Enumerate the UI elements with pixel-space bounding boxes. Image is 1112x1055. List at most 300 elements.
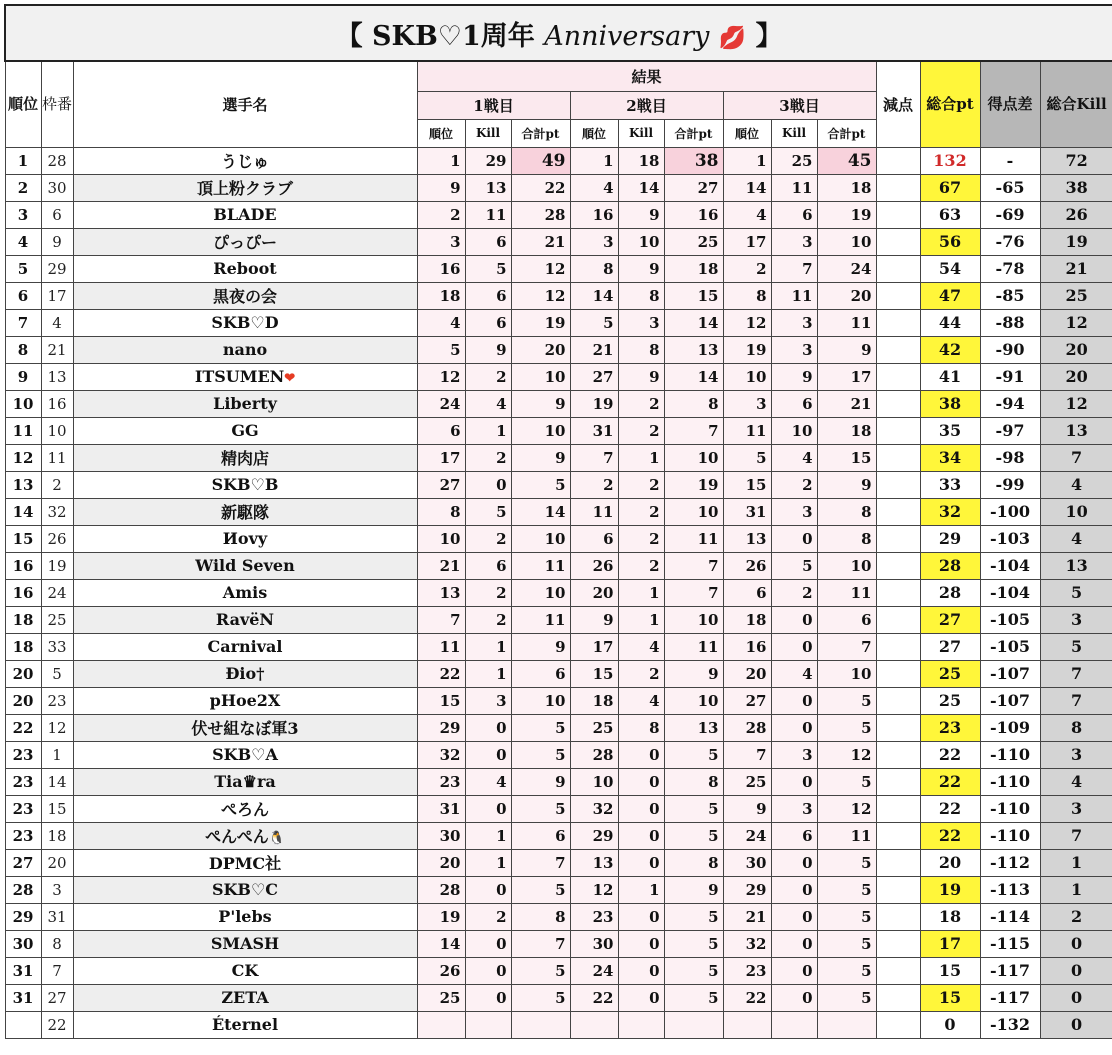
score-diff-cell: -69 [980,201,1040,228]
game3-pt-cell [817,1011,876,1038]
sub-pt-2: 合計pt [664,119,723,147]
game1-rank-cell: 23 [417,768,465,795]
game3-pt-cell: 18 [817,417,876,444]
player-name: SKB♡C [211,880,279,899]
slot-cell: 8 [41,930,73,957]
table-row [5,471,1112,498]
score-diff-cell: - [980,147,1040,174]
game3-rank-cell: 29 [723,876,771,903]
game1-rank-cell: 27 [417,471,465,498]
game1-rank-cell: 3 [417,228,465,255]
slot-cell: 7 [41,957,73,984]
game3-kill-cell: 4 [771,660,817,687]
total-pt-cell: 27 [920,633,980,660]
player-name: Иovy [222,529,268,548]
game2-pt-cell: 8 [664,768,723,795]
player-name: 新駆隊 [220,503,269,522]
game3-kill-cell: 3 [771,795,817,822]
player-name: ITSUMEN [194,367,285,386]
score-diff-cell: -113 [980,876,1040,903]
score-diff-cell: -112 [980,849,1040,876]
slot-cell: 24 [41,579,73,606]
total-pt-cell: 44 [920,309,980,336]
score-diff-cell: -107 [980,660,1040,687]
score-diff-cell: -97 [980,417,1040,444]
table-row [5,822,1112,849]
deduct-cell [876,552,920,579]
deduct-cell [876,363,920,390]
total-kill-cell: 0 [1040,1011,1112,1038]
game3-kill-cell: 6 [771,201,817,228]
slot-cell: 17 [41,282,73,309]
game2-kill-cell: 2 [618,471,664,498]
game3-kill-cell: 2 [771,579,817,606]
table-row [5,147,1112,174]
game3-rank-cell: 14 [723,174,771,201]
player-name: SKB♡D [211,313,279,332]
game1-kill-cell: 4 [465,390,511,417]
game3-rank-cell: 1 [723,147,771,174]
game1-rank-cell: 28 [417,876,465,903]
game1-rank-cell: 17 [417,444,465,471]
game1-rank-cell: 24 [417,390,465,417]
score-diff-cell: -94 [980,390,1040,417]
game1-pt-cell: 22 [511,174,570,201]
score-diff-cell: -110 [980,741,1040,768]
game1-rank-cell: 13 [417,579,465,606]
game1-pt-cell: 7 [511,930,570,957]
score-diff-cell: -91 [980,363,1040,390]
game2-rank-cell: 22 [570,984,618,1011]
game1-rank-cell: 19 [417,903,465,930]
sub-rank-1: 順位 [417,119,465,147]
game3-rank-cell: 19 [723,336,771,363]
deduct-cell [876,822,920,849]
game1-pt-cell: 7 [511,849,570,876]
game2-kill-cell: 0 [618,741,664,768]
game1-rank-cell: 8 [417,498,465,525]
rank-cell: 27 [5,849,41,876]
total-kill-cell: 1 [1040,849,1112,876]
total-pt-cell: 41 [920,363,980,390]
total-kill-cell: 4 [1040,471,1112,498]
game1-kill-cell: 0 [465,984,511,1011]
total-pt-cell: 27 [920,606,980,633]
game2-pt-cell: 9 [664,876,723,903]
player-name-cell [73,849,417,876]
game3-pt-cell: 45 [817,147,876,174]
total-kill-cell: 8 [1040,714,1112,741]
game3-kill-cell: 0 [771,876,817,903]
total-pt-cell: 22 [920,822,980,849]
game2-rank-cell: 17 [570,633,618,660]
slot-cell: 14 [41,768,73,795]
game2-kill-cell [618,1011,664,1038]
total-kill-cell: 2 [1040,903,1112,930]
game3-rank-cell: 6 [723,579,771,606]
game1-pt-cell: 12 [511,282,570,309]
rank-cell: 18 [5,633,41,660]
game2-kill-cell: 2 [618,417,664,444]
game1-kill-cell: 29 [465,147,511,174]
game2-rank-cell: 3 [570,228,618,255]
table-row [5,714,1112,741]
game2-rank-cell: 30 [570,930,618,957]
deduct-cell [876,795,920,822]
player-name: Éternel [211,1015,279,1034]
game2-kill-cell: 9 [618,201,664,228]
player-name: Reboot [213,259,277,278]
game3-rank-cell: 20 [723,660,771,687]
total-pt-cell: 20 [920,849,980,876]
game2-rank-cell: 26 [570,552,618,579]
table-row [5,363,1112,390]
game2-kill-cell: 2 [618,498,664,525]
deduct-cell [876,768,920,795]
title-italic: Anniversary [544,20,710,52]
game3-pt-cell: 5 [817,714,876,741]
game1-pt-cell: 6 [511,822,570,849]
game3-kill-cell: 3 [771,336,817,363]
total-pt-cell: 34 [920,444,980,471]
game1-pt-cell: 9 [511,444,570,471]
game2-pt-cell: 5 [664,822,723,849]
game2-kill-cell: 1 [618,876,664,903]
player-name-cell [73,417,417,444]
rank-cell: 2 [5,174,41,201]
slot-cell: 20 [41,849,73,876]
score-diff-cell: -117 [980,957,1040,984]
player-name-cell [73,444,417,471]
table-row [5,174,1112,201]
game1-pt-cell: 10 [511,363,570,390]
total-kill-cell: 0 [1040,957,1112,984]
deduct-cell [876,336,920,363]
player-name: ぴっぴー [212,233,277,252]
game3-pt-cell: 6 [817,606,876,633]
game3-pt-cell: 5 [817,687,876,714]
total-pt-cell: 56 [920,228,980,255]
game2-kill-cell: 4 [618,687,664,714]
table-row [5,876,1112,903]
player-name: ぺんぺん [205,827,269,846]
total-kill-cell: 0 [1040,984,1112,1011]
game2-rank-cell: 7 [570,444,618,471]
game1-pt-cell: 5 [511,471,570,498]
game2-pt-cell: 11 [664,633,723,660]
game1-pt-cell: 19 [511,309,570,336]
header-result: 結果 [417,61,876,91]
game3-rank-cell: 12 [723,309,771,336]
game2-rank-cell: 18 [570,687,618,714]
game3-pt-cell: 12 [817,741,876,768]
scoreboard-rows [5,147,1112,1038]
game3-kill-cell: 7 [771,255,817,282]
total-pt-cell: 63 [920,201,980,228]
table-row [5,282,1112,309]
rank-cell: 13 [5,471,41,498]
game1-rank-cell: 31 [417,795,465,822]
game3-kill-cell: 6 [771,390,817,417]
game2-kill-cell: 0 [618,849,664,876]
game1-pt-cell: 10 [511,525,570,552]
game2-pt-cell: 18 [664,255,723,282]
game3-pt-cell: 5 [817,903,876,930]
player-name: GG [231,421,259,440]
total-pt-cell: 23 [920,714,980,741]
game2-kill-cell: 2 [618,390,664,417]
game3-rank-cell: 30 [723,849,771,876]
game3-kill-cell: 6 [771,822,817,849]
game1-kill-cell: 11 [465,201,511,228]
game2-rank-cell: 20 [570,579,618,606]
kiss-icon: 💋 [718,24,747,51]
game2-pt-cell: 10 [664,444,723,471]
game1-pt-cell: 12 [511,255,570,282]
game3-rank-cell: 31 [723,498,771,525]
rank-cell: 30 [5,930,41,957]
game3-pt-cell: 24 [817,255,876,282]
game3-kill-cell: 4 [771,444,817,471]
table-row [5,255,1112,282]
score-diff-cell: -117 [980,984,1040,1011]
game1-rank-cell: 21 [417,552,465,579]
game2-pt-cell: 9 [664,660,723,687]
game1-kill-cell: 1 [465,849,511,876]
score-diff-cell: -107 [980,687,1040,714]
total-kill-cell: 21 [1040,255,1112,282]
total-kill-cell: 7 [1040,444,1112,471]
table-row [5,660,1112,687]
game2-pt-cell: 15 [664,282,723,309]
game1-kill-cell: 4 [465,768,511,795]
game1-kill-cell: 3 [465,687,511,714]
score-diff-cell: -114 [980,903,1040,930]
player-name: Carnival [207,637,283,656]
player-name-cell [73,363,417,390]
rank-cell: 20 [5,660,41,687]
slot-cell: 9 [41,228,73,255]
game3-rank-cell: 26 [723,552,771,579]
total-pt-cell: 22 [920,741,980,768]
total-pt-cell: 28 [920,552,980,579]
game2-kill-cell: 9 [618,363,664,390]
total-pt-cell: 132 [920,147,980,174]
game1-kill-cell: 1 [465,633,511,660]
header-player-name: 選手名 [73,61,417,147]
player-name: 頂上粉クラブ [196,179,293,198]
table-row [5,633,1112,660]
total-kill-cell: 5 [1040,579,1112,606]
rank-cell: 16 [5,552,41,579]
game1-kill-cell: 6 [465,282,511,309]
slot-cell: 25 [41,606,73,633]
table-row [5,741,1112,768]
game1-pt-cell: 11 [511,606,570,633]
score-diff-cell: -110 [980,822,1040,849]
player-name-cell [73,336,417,363]
game3-rank-cell: 4 [723,201,771,228]
game2-kill-cell: 2 [618,660,664,687]
total-pt-cell: 32 [920,498,980,525]
total-kill-cell: 20 [1040,336,1112,363]
player-name: Liberty [213,394,277,413]
player-name: ぺろん [220,800,269,819]
player-name: 精肉店 [220,449,269,468]
game3-kill-cell [771,1011,817,1038]
total-pt-cell: 25 [920,660,980,687]
game2-rank-cell: 31 [570,417,618,444]
game3-pt-cell: 11 [817,579,876,606]
game3-pt-cell: 12 [817,795,876,822]
game3-pt-cell: 11 [817,309,876,336]
game2-pt-cell: 38 [664,147,723,174]
slot-cell: 3 [41,876,73,903]
table-row [5,1011,1112,1038]
total-pt-cell: 54 [920,255,980,282]
game2-pt-cell: 5 [664,957,723,984]
total-kill-cell: 26 [1040,201,1112,228]
deduct-cell [876,687,920,714]
rank-cell: 22 [5,714,41,741]
total-kill-cell: 10 [1040,498,1112,525]
player-name: 伏せ組なぼ軍3 [191,719,299,738]
game2-pt-cell: 16 [664,201,723,228]
deduct-cell [876,174,920,201]
table-row [5,417,1112,444]
player-name: Ðio† [225,664,265,683]
rank-cell: 15 [5,525,41,552]
game2-rank-cell: 27 [570,363,618,390]
game2-rank-cell: 24 [570,957,618,984]
player-name: nano [222,340,268,359]
game2-rank-cell: 12 [570,876,618,903]
slot-cell: 12 [41,714,73,741]
total-pt-cell: 17 [920,930,980,957]
slot-cell: 6 [41,201,73,228]
game3-pt-cell: 8 [817,525,876,552]
game2-kill-cell: 10 [618,228,664,255]
sub-rank-2: 順位 [570,119,618,147]
player-name-cell [73,174,417,201]
game1-rank-cell: 5 [417,336,465,363]
game3-pt-cell: 17 [817,363,876,390]
slot-cell: 5 [41,660,73,687]
game1-pt-cell: 8 [511,903,570,930]
header-total-pt: 総合pt [920,61,980,147]
game1-kill-cell: 6 [465,552,511,579]
rank-cell [5,1011,41,1038]
game3-kill-cell: 0 [771,714,817,741]
total-kill-cell: 1 [1040,876,1112,903]
game1-rank-cell: 26 [417,957,465,984]
scoreboard-table [4,4,1112,1039]
game1-kill-cell: 9 [465,336,511,363]
score-diff-cell: -132 [980,1011,1040,1038]
game2-pt-cell: 11 [664,525,723,552]
rank-cell: 23 [5,768,41,795]
slot-cell: 26 [41,525,73,552]
slot-cell: 31 [41,903,73,930]
game1-kill-cell [465,1011,511,1038]
game3-rank-cell: 9 [723,795,771,822]
game2-rank-cell: 4 [570,174,618,201]
player-name-cell [73,525,417,552]
game3-kill-cell: 25 [771,147,817,174]
game1-kill-cell: 13 [465,174,511,201]
player-name: Tia♛ra [214,772,276,791]
score-diff-cell: -109 [980,714,1040,741]
player-name: Wild Seven [195,556,295,575]
slot-cell: 1 [41,741,73,768]
game3-pt-cell: 9 [817,336,876,363]
game3-pt-cell: 5 [817,876,876,903]
game3-kill-cell: 0 [771,633,817,660]
player-name: DPMC社 [208,854,282,873]
player-name-cell [73,984,417,1011]
game1-rank-cell: 11 [417,633,465,660]
game1-rank-cell: 16 [417,255,465,282]
game1-pt-cell: 10 [511,579,570,606]
game3-kill-cell: 0 [771,525,817,552]
game2-kill-cell: 1 [618,606,664,633]
score-diff-cell: -100 [980,498,1040,525]
game2-rank-cell: 9 [570,606,618,633]
player-name: うじゅ [220,152,269,171]
deduct-cell [876,984,920,1011]
rank-cell: 12 [5,444,41,471]
deduct-cell [876,309,920,336]
deduct-cell [876,579,920,606]
player-name-cell [73,930,417,957]
player-name-cell [73,795,417,822]
rank-cell: 16 [5,579,41,606]
game3-rank-cell: 15 [723,471,771,498]
sheet-title [5,5,1112,61]
table-row [5,795,1112,822]
table-row [5,768,1112,795]
game1-kill-cell: 1 [465,417,511,444]
player-name: RavëN [215,610,275,629]
score-diff-cell: -65 [980,174,1040,201]
score-diff-cell: -104 [980,579,1040,606]
game2-pt-cell: 8 [664,849,723,876]
game2-rank-cell: 16 [570,201,618,228]
sub-kill-3: Kill [771,119,817,147]
rank-cell: 1 [5,147,41,174]
rank-cell: 23 [5,741,41,768]
player-name-cell [73,390,417,417]
score-diff-cell: -99 [980,471,1040,498]
game1-kill-cell: 0 [465,930,511,957]
game2-pt-cell: 5 [664,984,723,1011]
slot-cell: 2 [41,471,73,498]
game1-kill-cell: 0 [465,471,511,498]
header-total-kill: 総合Kill [1040,61,1112,147]
score-diff-cell: -78 [980,255,1040,282]
game3-rank-cell: 32 [723,930,771,957]
game2-pt-cell: 13 [664,336,723,363]
table-row [5,687,1112,714]
game2-kill-cell: 0 [618,930,664,957]
game1-rank-cell: 15 [417,687,465,714]
score-diff-cell: -76 [980,228,1040,255]
game2-kill-cell: 3 [618,309,664,336]
game2-pt-cell: 14 [664,363,723,390]
game1-pt-cell: 10 [511,687,570,714]
game2-pt-cell [664,1011,723,1038]
game3-pt-cell: 5 [817,768,876,795]
